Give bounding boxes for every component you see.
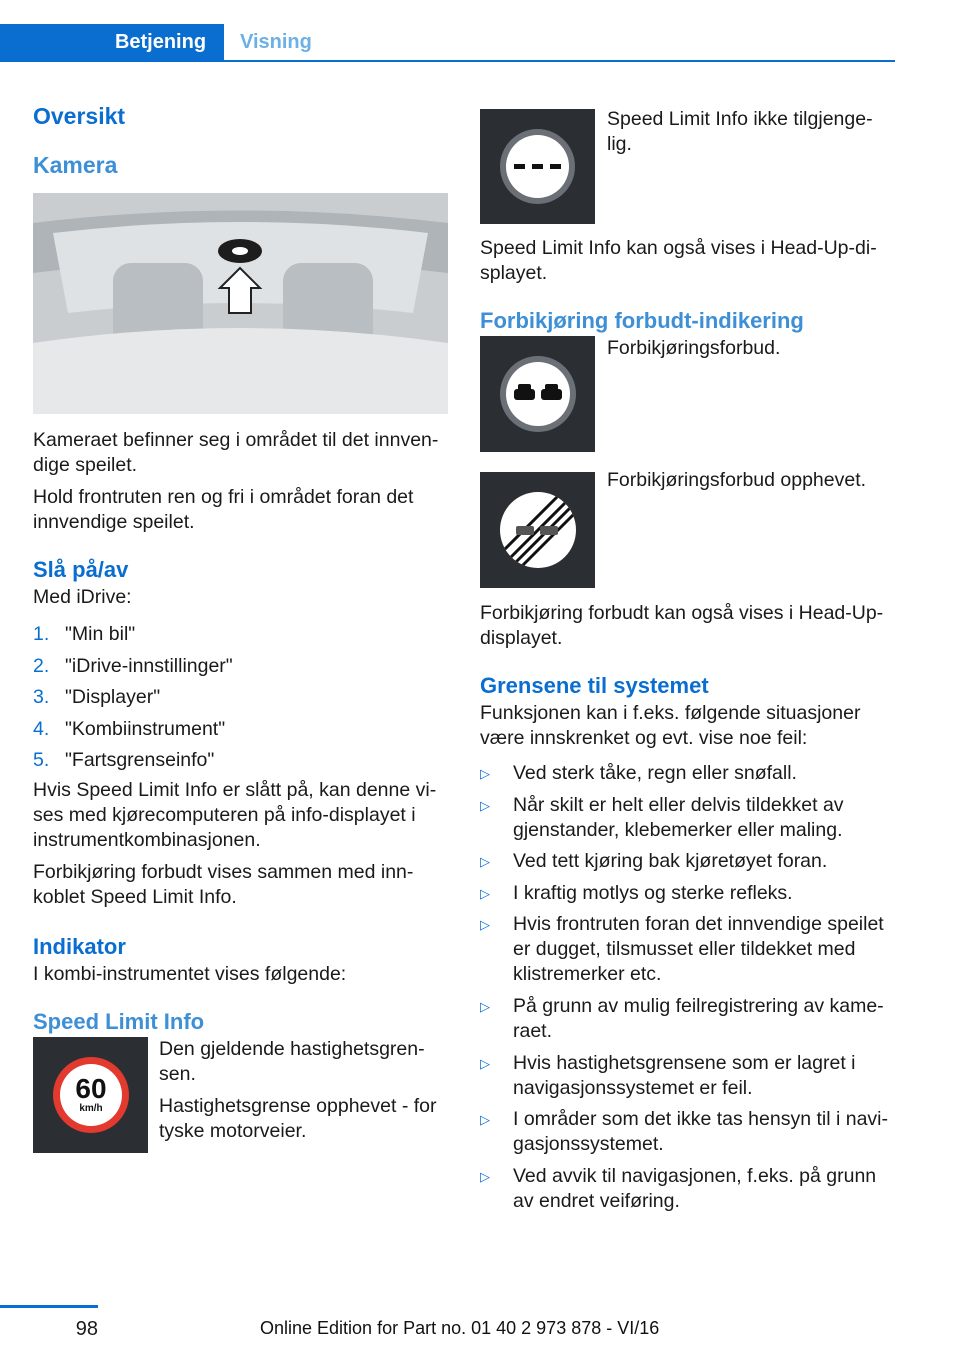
car-interior-illustration bbox=[33, 193, 448, 414]
list-item: ▷ I områder som det ikke tas hensyn til i navi-gasjonssystemet. bbox=[480, 1108, 888, 1156]
step-item: 2. "iDrive-innstillinger" bbox=[33, 654, 233, 677]
speed-unit: km/h bbox=[79, 1103, 103, 1115]
bullet-triangle-icon: ▷ bbox=[480, 1055, 490, 1071]
overtake-hud-text: Forbikjøring forbudt kan også vises i Head-Up-displayet. bbox=[480, 602, 884, 649]
page-number: 98 bbox=[75, 1318, 98, 1340]
overtake-row-1 bbox=[480, 336, 896, 452]
edition-text: Online Edition for Part no. 01 40 2 973 878 - VI/16 bbox=[260, 1318, 660, 1338]
bullet-triangle-icon: ▷ bbox=[480, 854, 490, 870]
limits-list bbox=[480, 761, 896, 1214]
sli-text-2: Hastighetsgrense opphevet - for tyske motorveier. bbox=[159, 1094, 437, 1142]
heading-oversikt: Oversikt bbox=[33, 103, 126, 129]
heading-overtake: Forbikjøring forbudt-indikering bbox=[480, 308, 804, 333]
step-item: 3. "Displayer" bbox=[33, 686, 161, 709]
overtake-text-2: Forbikjøringsforbud opphevet. bbox=[607, 469, 867, 491]
camera-location-photo bbox=[33, 193, 448, 414]
list-item: ▷ I kraftig motlys og sterke refleks. bbox=[480, 881, 793, 904]
camera-text-1: Kameraet befinner seg i området til det innven-dige speilet. bbox=[33, 429, 439, 476]
list-item: ▷ Ved avvik til navigasjonen, f.eks. på grunn av endret veiføring. bbox=[480, 1164, 877, 1212]
dash-icon bbox=[514, 164, 561, 169]
end-restriction-icon bbox=[500, 492, 576, 568]
list-item: ▷ Ved tett kjøring bak kjøretøyet foran. bbox=[480, 850, 828, 873]
list-item: ▷ Når skilt er helt eller delvis tildekket av gjenstander, klebemerker eller maling. bbox=[480, 793, 844, 841]
speed-value: 60 bbox=[75, 1073, 107, 1105]
list-item: ▷ Ved sterk tåke, regn eller snøfall. bbox=[480, 762, 797, 784]
after-text-2: Forbikjøring forbudt vises sammen med inn-koblet Speed Limit Info. bbox=[33, 860, 414, 908]
bullet-triangle-icon: ▷ bbox=[480, 766, 490, 781]
bullet-triangle-icon: ▷ bbox=[480, 797, 490, 813]
heading-speed-limit-info: Speed Limit Info bbox=[33, 1008, 205, 1034]
step-item: 1. "Min bil" bbox=[33, 623, 136, 645]
overtake-row-2 bbox=[480, 469, 896, 588]
footer-rule bbox=[0, 1305, 98, 1308]
sli-unavailable-text: Speed Limit Info ikke tilgjenge-lig. bbox=[607, 108, 873, 155]
bullet-triangle-icon: ▷ bbox=[480, 998, 490, 1014]
step-item: 4. "Kombiinstrument" bbox=[33, 717, 226, 740]
two-cars-icon bbox=[512, 381, 564, 407]
list-item: ▷ På grunn av mulig feilregistrering av kame-raet. bbox=[480, 994, 884, 1042]
chapter-tabbar bbox=[0, 0, 895, 62]
limits-intro: Funksjonen kan i f.eks. følgende situasjoner være innskrenket og evt. vise noe feil: bbox=[480, 702, 861, 749]
speed-limit-unavailable-sign bbox=[480, 109, 595, 224]
sli-text-1: Den gjeldende hastighetsgren-sen. bbox=[159, 1037, 425, 1085]
bullet-triangle-icon: ▷ bbox=[480, 885, 490, 901]
idrive-steps bbox=[33, 622, 448, 773]
speed-limit-info-row bbox=[33, 1037, 448, 1153]
bullet-triangle-icon: ▷ bbox=[480, 1168, 490, 1184]
heading-kamera: Kamera bbox=[33, 152, 118, 178]
idrive-intro: Med iDrive: bbox=[33, 586, 132, 608]
right-column bbox=[480, 100, 896, 1220]
bullet-triangle-icon: ▷ bbox=[480, 917, 490, 933]
tabbar-rule bbox=[0, 60, 895, 62]
left-column bbox=[33, 100, 448, 1153]
speed-limit-60-sign bbox=[33, 1037, 148, 1153]
step-item: 5. "Fartsgrenseinfo" bbox=[33, 749, 215, 772]
hud-text: Speed Limit Info kan også vises i Head-Up-di-splayet. bbox=[480, 237, 877, 284]
no-overtaking-end-sign bbox=[480, 472, 595, 588]
no-overtaking-sign bbox=[480, 336, 595, 452]
camera-text-2: Hold frontruten ren og fri i området foran det innvendige speilet. bbox=[33, 486, 414, 533]
bullet-triangle-icon: ▷ bbox=[480, 1112, 490, 1128]
tab-betjening[interactable]: Betjening bbox=[0, 24, 224, 61]
tab-visning[interactable]: Visning bbox=[240, 31, 312, 53]
sli-unavailable-row bbox=[480, 109, 896, 224]
indicator-text: I kombi-instrumentet vises følgende: bbox=[33, 962, 347, 985]
heading-sla-pa-av: Slå på/av bbox=[33, 557, 129, 582]
overtake-text-1: Forbikjøringsforbud. bbox=[607, 337, 781, 359]
list-item: ▷ Hvis hastighetsgrensene som er lagret i navigasjonssystemet er feil. bbox=[480, 1051, 856, 1099]
heading-indikator: Indikator bbox=[33, 933, 126, 959]
heading-limits: Grensene til systemet bbox=[480, 673, 709, 698]
list-item: ▷ Hvis frontruten foran det innvendige speilet er dugget, tilsmusset eller tildekket med klistremerker etc. bbox=[480, 913, 884, 986]
after-text-1: Hvis Speed Limit Info er slått på, kan denne vi-ses med kjørecomputeren på info-displayet i instrumentkombinasjonen. bbox=[33, 778, 437, 851]
